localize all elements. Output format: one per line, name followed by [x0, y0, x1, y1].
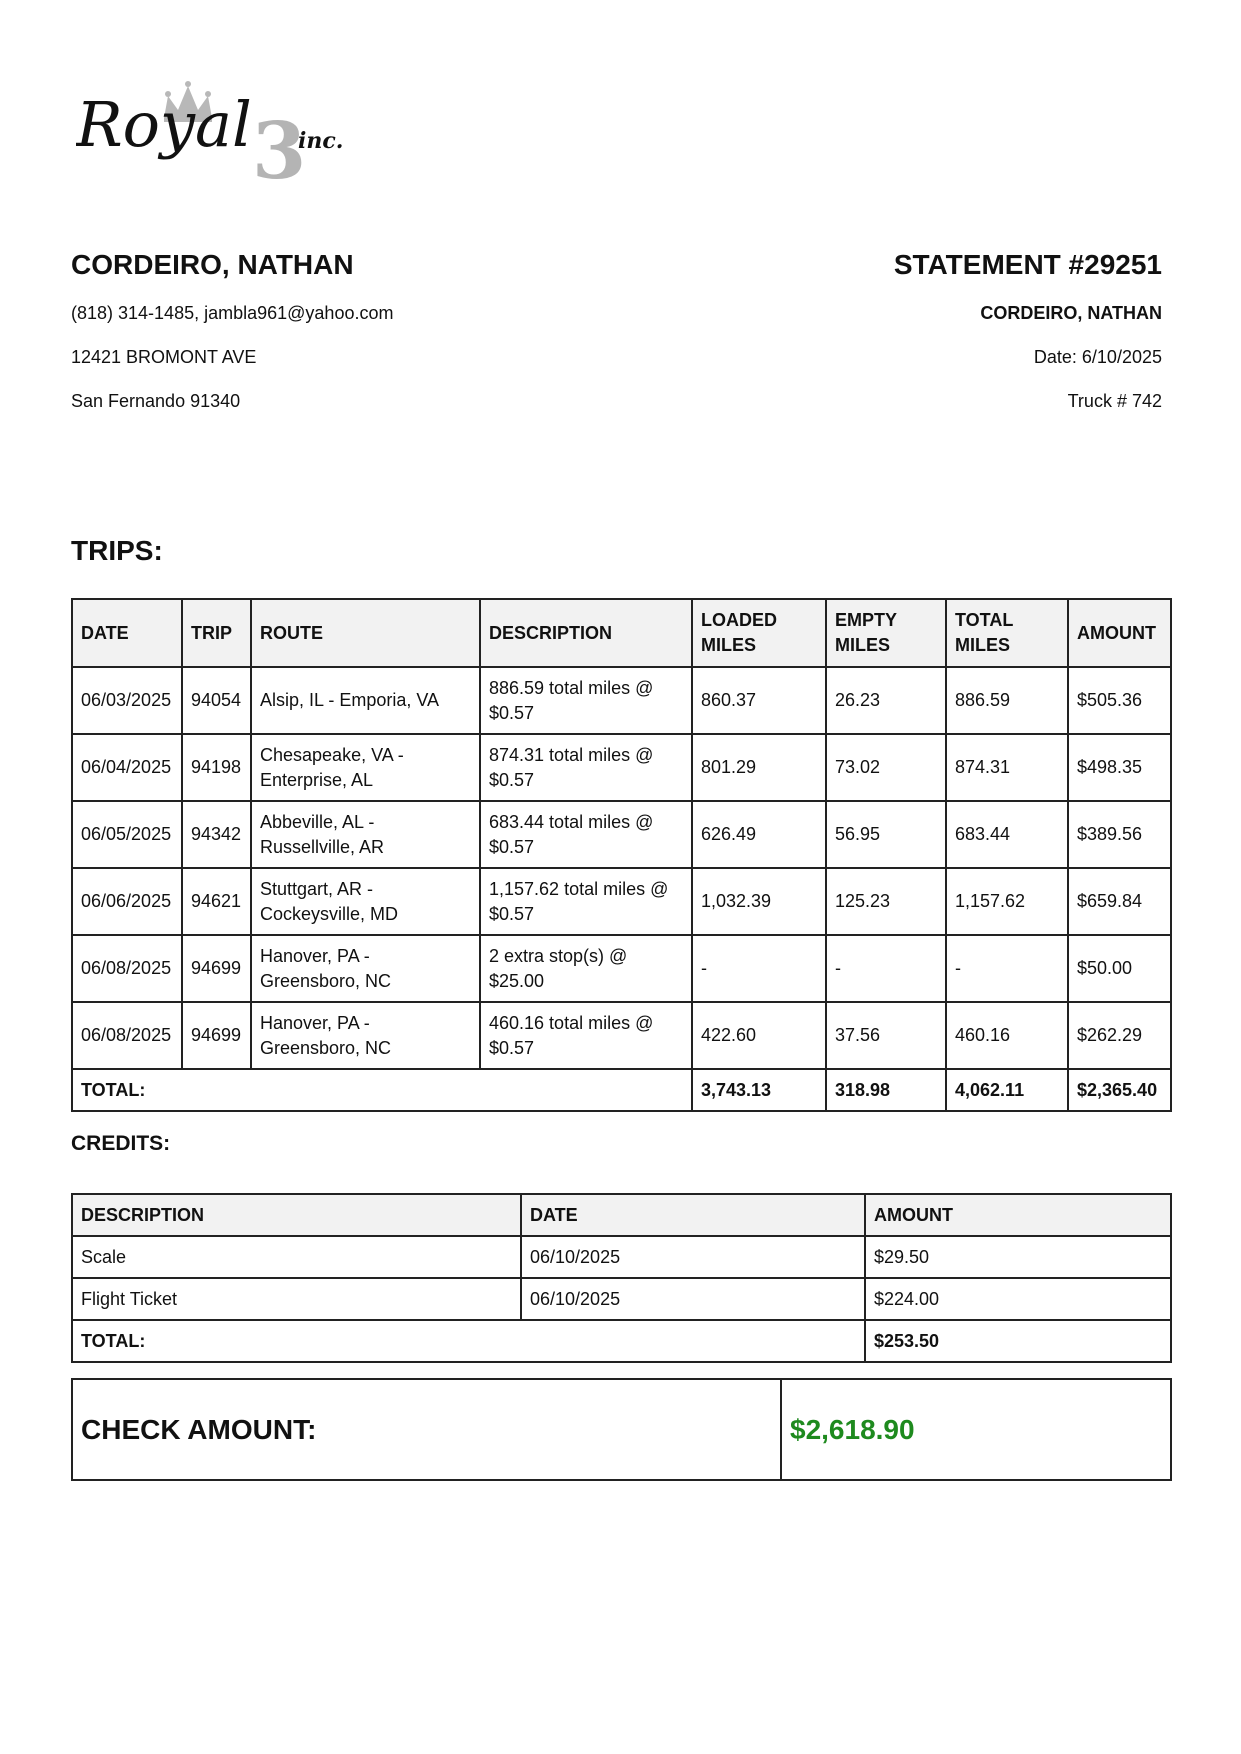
cell-empty: -: [826, 935, 946, 1002]
cell-description: 683.44 total miles @ $0.57: [480, 801, 692, 868]
cell-loaded: 1,032.39: [692, 868, 826, 935]
trips-total-label: TOTAL:: [72, 1069, 692, 1111]
cell-description: 1,157.62 total miles @ $0.57: [480, 868, 692, 935]
cell-total: 874.31: [946, 734, 1068, 801]
col-route: ROUTE: [251, 599, 480, 667]
driver-city: San Fernando 91340: [71, 391, 241, 411]
cell-date: 06/06/2025: [72, 868, 182, 935]
cell-empty: 37.56: [826, 1002, 946, 1069]
col-amount: AMOUNT: [865, 1194, 1171, 1236]
col-loaded-miles: LOADED MILES: [692, 599, 826, 667]
col-empty-miles: EMPTY MILES: [826, 599, 946, 667]
check-amount-label: CHECK AMOUNT:: [72, 1379, 781, 1480]
cell-trip: 94198: [182, 734, 251, 801]
cell-amount: $29.50: [865, 1236, 1171, 1278]
col-date: DATE: [72, 599, 182, 667]
cell-amount: $224.00: [865, 1278, 1171, 1320]
table-row: [72, 935, 1171, 1002]
credits-heading: CREDITS:: [71, 1132, 171, 1155]
cell-date: 06/08/2025: [72, 1002, 182, 1069]
cell-trip: 94621: [182, 868, 251, 935]
table-row: [72, 801, 1171, 868]
cell-date: 06/03/2025: [72, 667, 182, 734]
statement-title: STATEMENT #29251: [893, 249, 1162, 280]
driver-contact: (818) 314-1485, jambla961@yahoo.com: [71, 303, 394, 323]
table-row: [72, 1236, 1171, 1278]
cell-trip: 94699: [182, 935, 251, 1002]
cell-route: Chesapeake, VA - Enterprise, AL: [251, 734, 480, 801]
cell-loaded: -: [692, 935, 826, 1002]
logo-numeral: 3: [252, 106, 307, 193]
cell-route: Hanover, PA - Greensboro, NC: [251, 935, 480, 1002]
cell-empty: 56.95: [826, 801, 946, 868]
col-description: DESCRIPTION: [72, 1194, 521, 1236]
cell-route: Hanover, PA - Greensboro, NC: [251, 1002, 480, 1069]
cell-route: Abbeville, AL - Russellville, AR: [251, 801, 480, 868]
credits-total-amount: $253.50: [865, 1320, 1171, 1362]
cell-loaded: 860.37: [692, 667, 826, 734]
statement-name: CORDEIRO, NATHAN: [980, 303, 1162, 323]
col-trip: TRIP: [182, 599, 251, 667]
cell-loaded: 801.29: [692, 734, 826, 801]
driver-name: CORDEIRO, NATHAN: [71, 249, 354, 280]
cell-loaded: 422.60: [692, 1002, 826, 1069]
cell-amount: $659.84: [1068, 868, 1171, 935]
cell-amount: $498.35: [1068, 734, 1171, 801]
col-date: DATE: [521, 1194, 865, 1236]
col-description: DESCRIPTION: [480, 599, 692, 667]
cell-trip: 94054: [182, 667, 251, 734]
cell-empty: 26.23: [826, 667, 946, 734]
cell-loaded: 626.49: [692, 801, 826, 868]
cell-total: 886.59: [946, 667, 1068, 734]
cell-amount: $262.29: [1068, 1002, 1171, 1069]
cell-description: 460.16 total miles @ $0.57: [480, 1002, 692, 1069]
table-row: [72, 1002, 1171, 1069]
cell-route: Stuttgart, AR - Cockeysville, MD: [251, 868, 480, 935]
driver-street: 12421 BROMONT AVE: [71, 347, 257, 367]
trips-total-empty: 318.98: [826, 1069, 946, 1111]
cell-description: 874.31 total miles @ $0.57: [480, 734, 692, 801]
trips-heading: TRIPS:: [71, 535, 163, 566]
cell-trip: 94699: [182, 1002, 251, 1069]
check-amount-row: [72, 1379, 1171, 1480]
company-logo: [76, 78, 386, 193]
cell-total: 683.44: [946, 801, 1068, 868]
logo-suffix: inc.: [298, 128, 344, 154]
cell-description: 2 extra stop(s) @ $25.00: [480, 935, 692, 1002]
trips-total-row: [72, 1069, 1171, 1111]
trips-total-amount: $2,365.40: [1068, 1069, 1171, 1111]
cell-amount: $50.00: [1068, 935, 1171, 1002]
cell-date: 06/08/2025: [72, 935, 182, 1002]
col-amount: AMOUNT: [1068, 599, 1171, 667]
cell-date: 06/04/2025: [72, 734, 182, 801]
table-row: [72, 1278, 1171, 1320]
cell-empty: 125.23: [826, 868, 946, 935]
cell-total: 1,157.62: [946, 868, 1068, 935]
cell-description: 886.59 total miles @ $0.57: [480, 667, 692, 734]
cell-description: Scale: [72, 1236, 521, 1278]
cell-trip: 94342: [182, 801, 251, 868]
cell-route: Alsip, IL - Emporia, VA: [251, 667, 480, 734]
credits-total-row: [72, 1320, 1171, 1362]
table-row: [72, 667, 1171, 734]
table-row: [72, 734, 1171, 801]
credits-table: [71, 1193, 1172, 1363]
cell-empty: 73.02: [826, 734, 946, 801]
cell-date: 06/10/2025: [521, 1236, 865, 1278]
cell-total: -: [946, 935, 1068, 1002]
statement-truck: Truck # 742: [1067, 391, 1162, 411]
check-amount-value: $2,618.90: [781, 1379, 1171, 1480]
statement-date: Date: 6/10/2025: [1033, 347, 1162, 367]
credits-total-label: TOTAL:: [72, 1320, 865, 1362]
trips-header-row: [72, 599, 1171, 667]
logo-brand: Royal: [76, 88, 252, 161]
cell-amount: $505.36: [1068, 667, 1171, 734]
cell-date: 06/10/2025: [521, 1278, 865, 1320]
trips-table: [71, 598, 1172, 1112]
table-row: [72, 868, 1171, 935]
cell-total: 460.16: [946, 1002, 1068, 1069]
trips-total-miles: 4,062.11: [946, 1069, 1068, 1111]
cell-description: Flight Ticket: [72, 1278, 521, 1320]
col-total-miles: TOTAL MILES: [946, 599, 1068, 667]
check-amount-table: [71, 1378, 1172, 1481]
driver-info: [71, 248, 393, 434]
cell-date: 06/05/2025: [72, 801, 182, 868]
credits-header-row: [72, 1194, 1171, 1236]
cell-amount: $389.56: [1068, 801, 1171, 868]
trips-total-loaded: 3,743.13: [692, 1069, 826, 1111]
statement-info: [894, 248, 1162, 434]
